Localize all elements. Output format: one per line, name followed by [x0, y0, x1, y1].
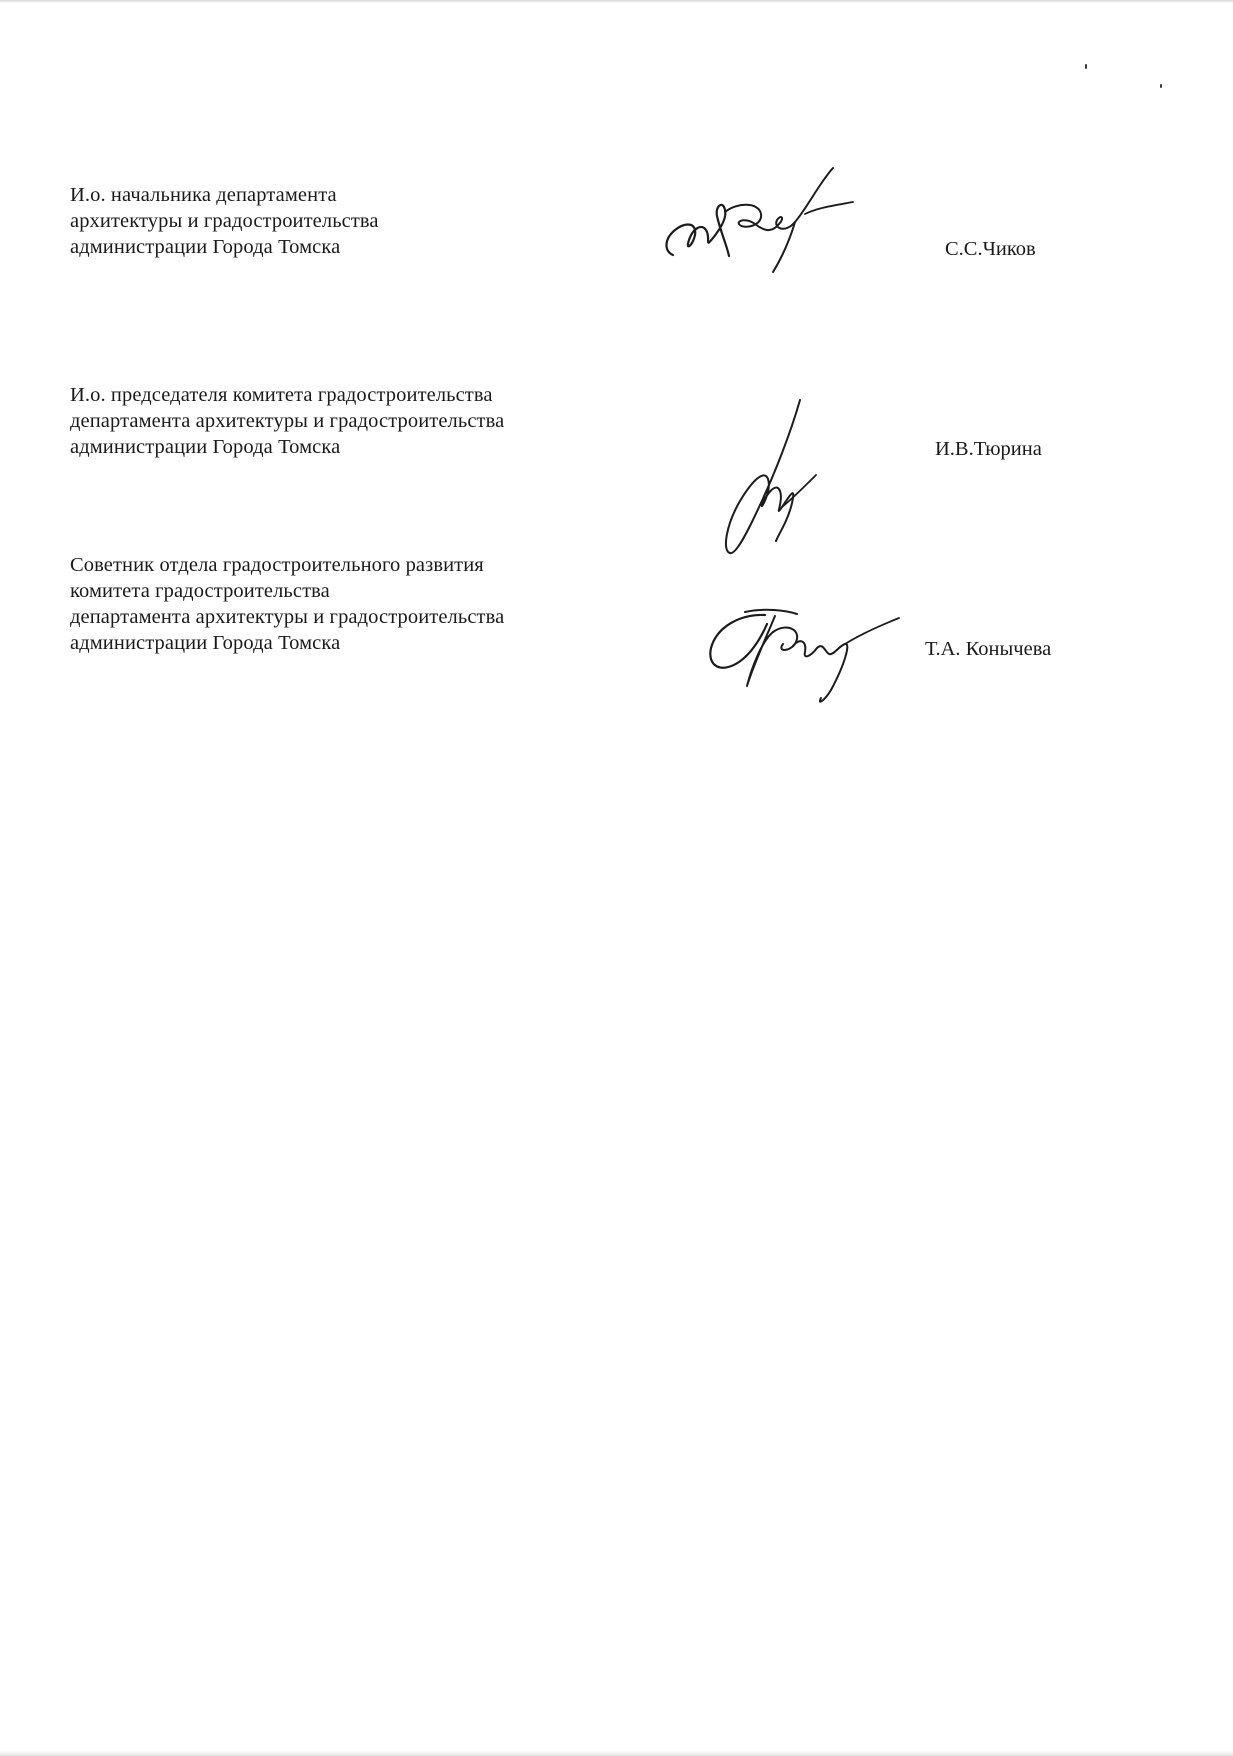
- signatory-name: И.В.Тюрина: [935, 438, 1042, 460]
- handwritten-signature: [705, 600, 905, 710]
- handwritten-signature: [655, 160, 865, 280]
- position-title-line: администрации Города Томска: [70, 632, 341, 654]
- position-title-line: комитета градостроительства: [70, 580, 330, 602]
- scan-speck: [1160, 84, 1162, 88]
- position-title-line: администрации Города Томска: [70, 236, 341, 258]
- position-title: [70, 182, 630, 260]
- position-title-line: И.о. начальника департамента: [70, 184, 337, 206]
- position-title-line: департамента архитектуры и градостроительства: [70, 410, 505, 432]
- signatory-name: Т.А. Конычева: [925, 638, 1052, 660]
- position-title-line: администрации Города Томска: [70, 436, 341, 458]
- position-title: [70, 382, 630, 460]
- position-title-line: архитектуры и градостроительства: [70, 210, 379, 232]
- handwritten-signature: [700, 395, 830, 565]
- signatory-name: С.С.Чиков: [945, 238, 1036, 260]
- position-title-line: И.о. председателя комитета градостроительства: [70, 384, 493, 406]
- position-title-line: департамента архитектуры и градостроительства: [70, 606, 505, 628]
- scan-edge-bottom: [0, 1751, 1233, 1756]
- position-title: [70, 552, 630, 656]
- scan-edge-top: [0, 0, 1233, 3]
- position-title-line: Советник отдела градостроительного развития: [70, 554, 484, 576]
- scan-speck: [1085, 64, 1087, 69]
